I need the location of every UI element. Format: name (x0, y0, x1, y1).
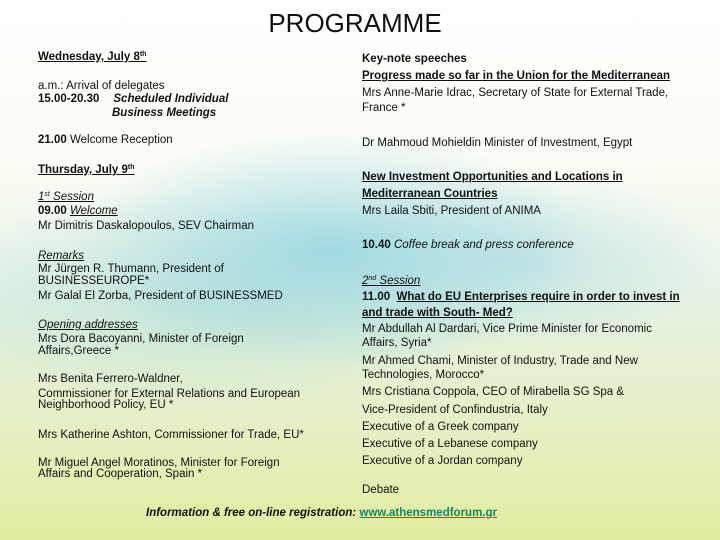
welcome-speaker: Mr Dimitris Daskalopoulos, SEV Chairman (38, 220, 255, 232)
speaker: Affairs, Syria* (362, 337, 432, 349)
topic: Mediterranean Countries (362, 188, 498, 200)
footer (146, 507, 497, 520)
speaker: Mr Miguel Angel Moratinos, Minister for Foreign (38, 457, 280, 469)
speaker: Mr Galal El Zorba, President of BUSINESSMED (38, 290, 283, 302)
session2-topic: 11.00 What do EU Enterprises require in order to invest in (362, 291, 680, 303)
session1-label: 1st Session (38, 191, 94, 203)
registration-link[interactable]: www.athensmedforum.gr (359, 507, 497, 519)
speaker: Dr Mahmoud Mohieldin Minister of Investment, Egypt (362, 137, 633, 149)
speaker: France * (362, 102, 406, 114)
speaker: Affairs and Cooperation, Spain * (38, 468, 203, 480)
meetings-item: 15.00-20.30 Scheduled Individual (38, 93, 229, 105)
session2-label: 2nd Session (362, 275, 421, 287)
speaker: Technologies, Morocco* (362, 369, 485, 381)
coffee-item: 10.40 Coffee break and press conference (362, 239, 574, 251)
meetings-item-cont: Business Meetings (112, 107, 217, 119)
speaker: Mr Abdullah Al Dardari, Vice Prime Minister for Economic (362, 323, 652, 335)
speaker: Mrs Laila Sbiti, President of ANIMA (362, 205, 541, 217)
keynote-heading: Key-note speeches (362, 53, 467, 65)
speaker: Executive of a Jordan company (362, 455, 523, 467)
speaker: BUSINESSEUROPE* (38, 275, 150, 287)
reception-item: 21.00 Welcome Reception (38, 134, 173, 146)
speaker: Neighborhood Policy, EU * (38, 399, 174, 411)
arrival-item: a.m.: Arrival of delegates (38, 80, 165, 92)
speaker: Mrs Benita Ferrero-Waldner, (38, 373, 183, 385)
speaker: Mr Jürgen R. Thumann, President of (38, 263, 224, 275)
speaker: Mrs Dora Bacoyanni, Minister of Foreign (38, 333, 244, 345)
page-title: PROGRAMME (268, 8, 442, 38)
session2-topic-cont: and trade with South- Med? (362, 307, 513, 319)
speaker: Mrs Cristiana Coppola, CEO of Mirabella SG Spa & (362, 386, 625, 398)
topic: New Investment Opportunities and Locations in (362, 171, 623, 183)
speaker: Vice-President of Confindustria, Italy (362, 404, 548, 416)
speaker: Mrs Katherine Ashton, Commissioner for Trade, EU* (38, 429, 304, 441)
remarks-label: Remarks (38, 250, 85, 262)
speaker: Affairs,Greece * (38, 345, 119, 357)
footer-info: Information & free on-line registration: (146, 507, 360, 519)
speaker: Commissioner for External Relations and European (38, 388, 301, 400)
opening-label: Opening addresses (38, 319, 138, 331)
speaker: Executive of a Greek company (362, 421, 519, 433)
keynote-topic: Progress made so far in the Union for the Mediterranean (362, 70, 671, 82)
thursday-heading: Thursday, July 9th (38, 164, 135, 176)
speaker: Mrs Anne-Marie Idrac, Secretary of State for External Trade, (362, 87, 669, 99)
speaker: Executive of a Lebanese company (362, 438, 538, 450)
wednesday-heading: Wednesday, July 8th (38, 51, 147, 63)
speaker: Mr Ahmed Chami, Minister of Industry, Trade and New (362, 355, 638, 367)
debate-item: Debate (362, 484, 400, 496)
welcome-item: 09.00 Welcome (38, 205, 118, 217)
